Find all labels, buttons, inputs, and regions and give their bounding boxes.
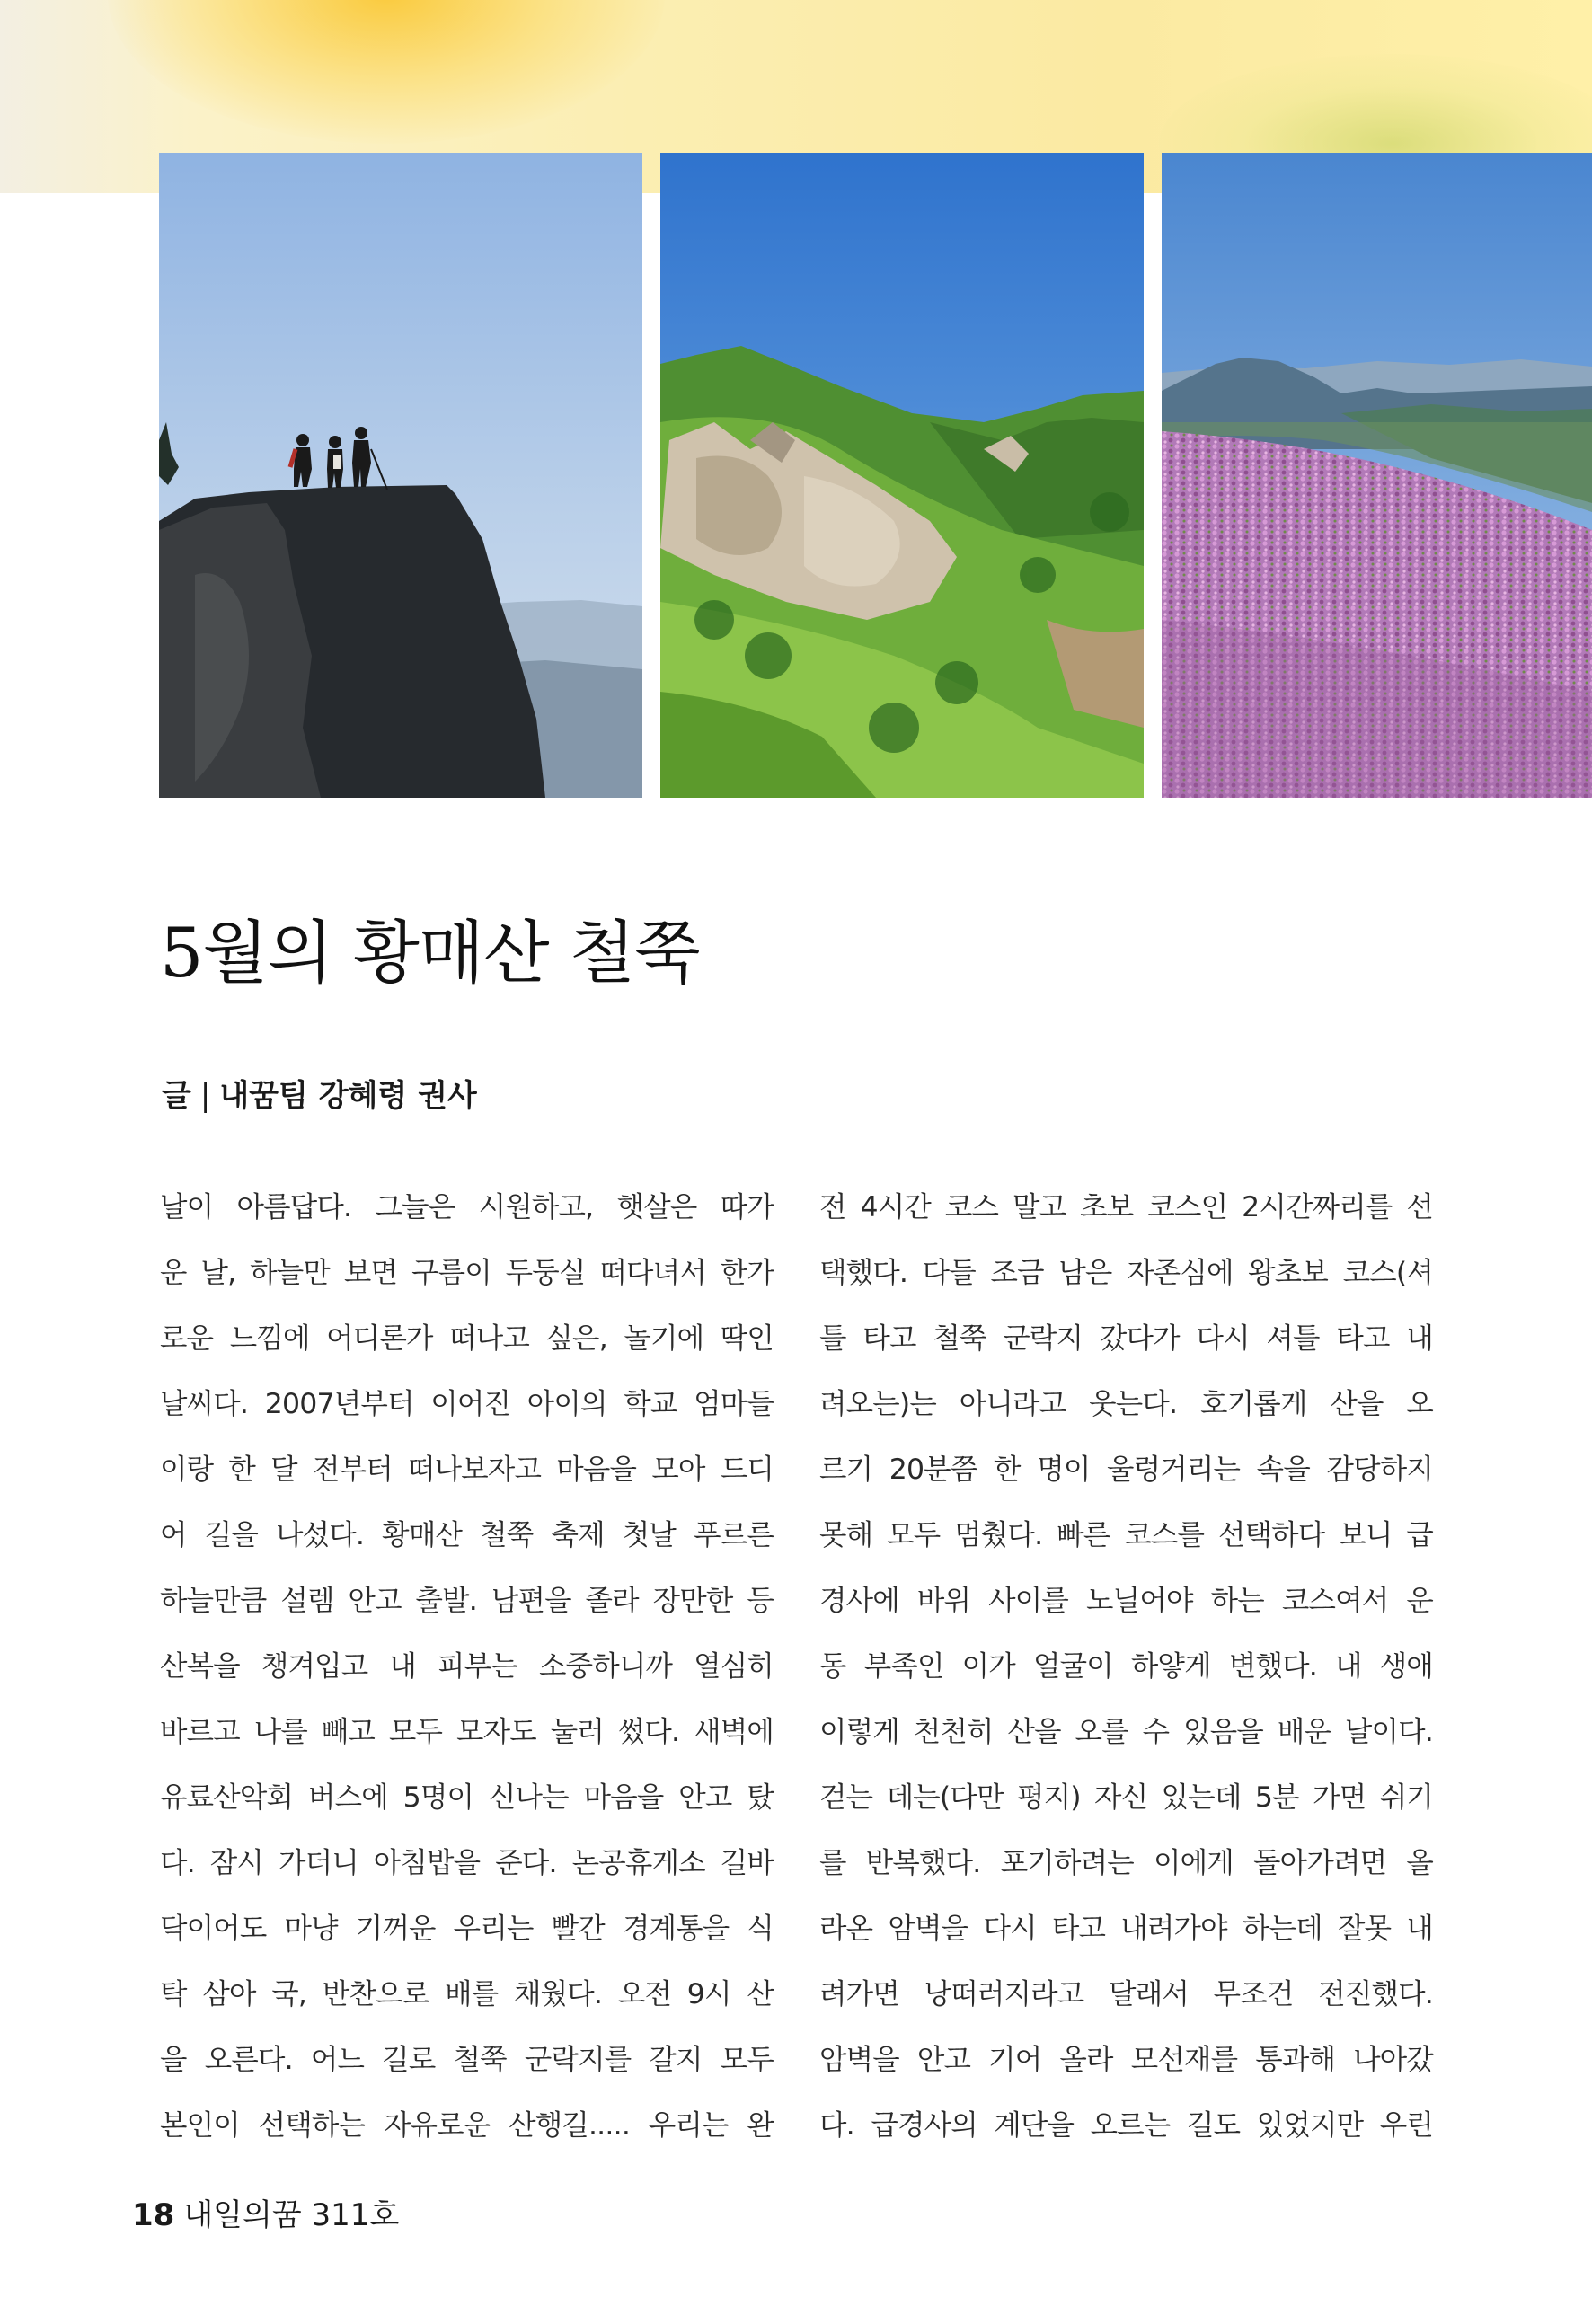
- byline-author: 내꿈팀 강혜령 권사: [219, 1078, 477, 1114]
- body-line: 날이 아름답다. 그늘은 시원하고, 햇살은 따가: [160, 1191, 774, 1224]
- photo-azalea-hillside: [1162, 153, 1592, 798]
- article-title: 5월의 황매산 철쭉: [160, 913, 700, 993]
- body-line: 암벽을 안고 기어 올라 모선재를 통과해 나아갔: [819, 2044, 1433, 2076]
- body-line: 택했다. 다들 조금 남은 자존심에 왕초보 코스(셔: [819, 1257, 1433, 1289]
- body-line: 운 날, 하늘만 보면 구름이 두둥실 떠다녀서 한가: [160, 1257, 774, 1289]
- body-line: 바르고 나를 빼고 모두 모자도 눌러 썼다. 새벽에: [160, 1716, 774, 1748]
- body-line: 를 반복했다. 포기하려는 이에게 돌아가려면 올: [819, 1847, 1433, 1879]
- body-line: 로운 느낌에 어디론가 떠나고 싶은, 놀기에 딱인: [160, 1322, 774, 1355]
- body-line: 라온 암벽을 다시 타고 내려가야 하는데 잘못 내: [819, 1913, 1433, 1945]
- body-line: 다. 급경사의 계단을 오르는 길도 있었지만 우린: [819, 2109, 1433, 2142]
- body-line: 을 오른다. 어느 길로 철쭉 군락지를 갈지 모두: [160, 2044, 774, 2076]
- body-line: 려오는)는 아니라고 웃는다. 호기롭게 산을 오: [819, 1388, 1433, 1420]
- body-line: 동 부족인 이가 얼굴이 하얗게 변했다. 내 생애: [819, 1650, 1433, 1683]
- body-line: 하늘만큼 설렘 안고 출발. 남편을 졸라 장만한 등: [160, 1585, 774, 1617]
- photo-green-mountain-rocks: [660, 153, 1144, 798]
- byline: [162, 1071, 477, 1115]
- magazine-issue: 내일의꿈 311호: [183, 2197, 400, 2233]
- body-line: 탁 삼아 국, 반찬으로 배를 채웠다. 오전 9시 산: [160, 1978, 774, 2010]
- body-line: 이랑 한 달 전부터 떠나보자고 마음을 모아 드디: [160, 1454, 774, 1486]
- body-line: 려가면 낭떠러지라고 달래서 무조건 전진했다.: [819, 1978, 1433, 2010]
- body-line: 이렇게 천천히 산을 오를 수 있음을 배운 날이다.: [819, 1716, 1433, 1748]
- byline-separator: |: [199, 1078, 211, 1114]
- photo-hikers-on-rock-peak: [159, 153, 642, 798]
- body-line: 다. 잠시 가더니 아침밥을 준다. 논공휴게소 길바: [160, 1847, 774, 1879]
- body-line: 유료산악회 버스에 5명이 신나는 마음을 안고 탔: [160, 1781, 774, 1814]
- body-column-right: [819, 1175, 1433, 2159]
- byline-prefix: 글: [162, 1078, 191, 1114]
- green-mountain-rocks-image: [660, 153, 1144, 798]
- body-column-left: [160, 1175, 774, 2159]
- hikers-on-rock-peak-image: [159, 153, 642, 798]
- body-line: 르기 20분쯤 한 명이 울렁거리는 속을 감당하지: [819, 1454, 1433, 1486]
- body-line: 걷는 데는(다만 평지) 자신 있는데 5분 가면 쉬기: [819, 1781, 1433, 1814]
- body-line: 산복을 챙겨입고 내 피부는 소중하니까 열심히: [160, 1650, 774, 1683]
- page-footer: [132, 2190, 399, 2234]
- body-line: 어 길을 나섰다. 황매산 철쭉 축제 첫날 푸르른: [160, 1519, 774, 1551]
- body-line: 틀 타고 철쭉 군락지 갔다가 다시 셔틀 타고 내: [819, 1322, 1433, 1355]
- page-number: 18: [132, 2197, 175, 2233]
- body-line: 닥이어도 마냥 기꺼운 우리는 빨간 경계통을 식: [160, 1913, 774, 1945]
- body-line: 못해 모두 멈췄다. 빠른 코스를 선택하다 보니 급: [819, 1519, 1433, 1551]
- body-line: 전 4시간 코스 말고 초보 코스인 2시간짜리를 선: [819, 1191, 1433, 1224]
- body-line: 경사에 바위 사이를 노닐어야 하는 코스여서 운: [819, 1585, 1433, 1617]
- body-line: 본인이 선택하는 자유로운 산행길..... 우리는 완: [160, 2109, 774, 2142]
- azalea-hillside-image: [1162, 153, 1592, 798]
- body-line: 날씨다. 2007년부터 이어진 아이의 학교 엄마들: [160, 1388, 774, 1420]
